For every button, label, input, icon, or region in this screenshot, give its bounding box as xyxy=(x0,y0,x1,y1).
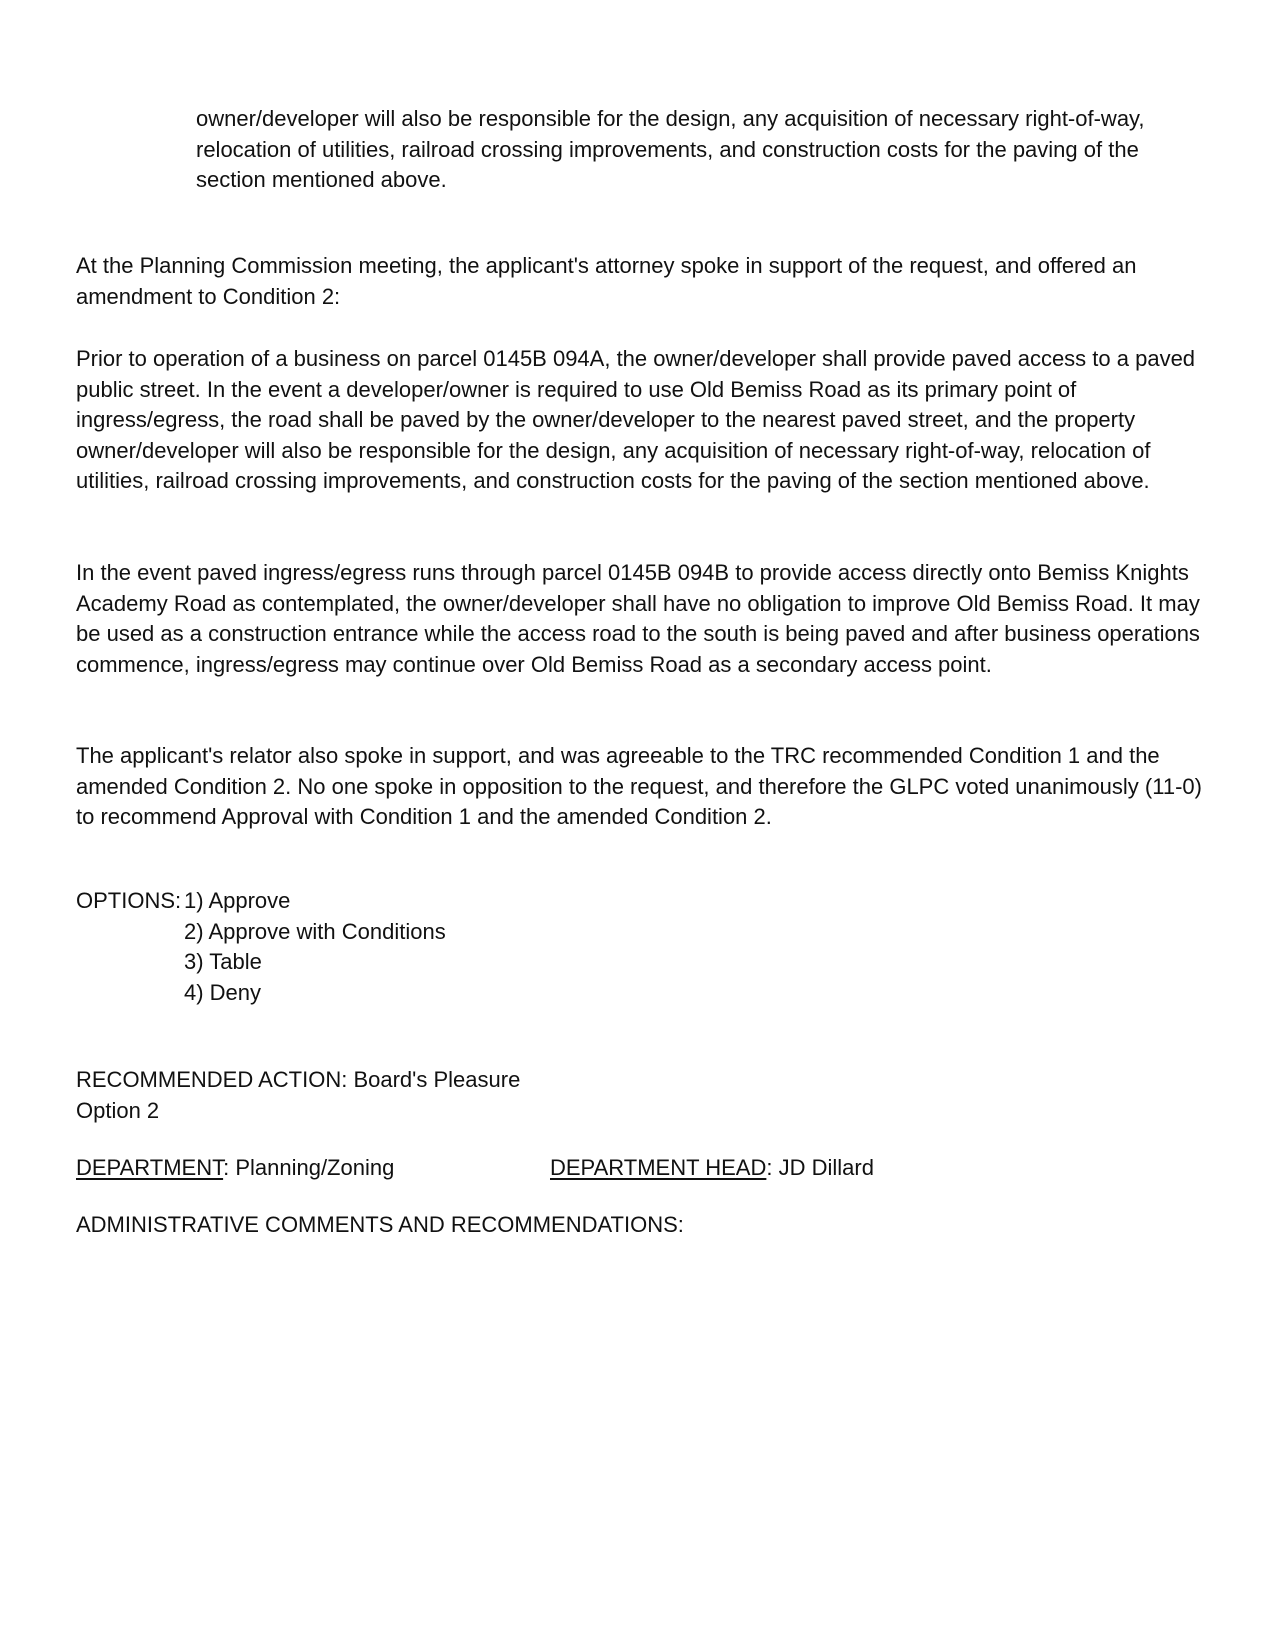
options-row xyxy=(76,947,776,978)
department-head-value: : JD Dillard xyxy=(766,1155,874,1180)
department-value: : Planning/Zoning xyxy=(223,1155,395,1180)
options-label: OPTIONS: xyxy=(76,888,182,913)
options-row xyxy=(76,978,776,1009)
realtor-paragraph: The applicant's relator also spoke in support, and was agreeable to the TRC recommended Condition 1 and the amended Condition 2. No one spoke in opposition to the request, and therefore the GLPC voted unanimously (11-0) to recommend Approval with Condition 1 and the amended Condition 2. xyxy=(76,743,1202,829)
option-item: 2) Approve with Conditions xyxy=(184,918,446,944)
recommended-action-line: RECOMMENDED ACTION: Board's Pleasure xyxy=(76,1067,521,1092)
option-item: 1) Approve xyxy=(184,888,291,913)
department-head-label: DEPARTMENT HEAD xyxy=(550,1155,767,1180)
options-label-spacer xyxy=(76,978,184,1009)
administrative-comments-heading: ADMINISTRATIVE COMMENTS AND RECOMMENDATIONS: xyxy=(76,1212,684,1237)
ingress-egress-paragraph: In the event paved ingress/egress runs through parcel 0145B 094B to provide access directly onto Bemiss Knights Academy Road as contemplated, the owner/developer shall have no obligation to improve Old Bemiss Road. It may be used as a construction entrance while the access road to the south is being paved and after business operations commence, ingress/egress may continue over Old Bemiss Road as a secondary access point. xyxy=(76,560,1200,677)
attorney-paragraph: At the Planning Commission meeting, the applicant's attorney spoke in support of the request, and offered an amendment to Condition 2: xyxy=(76,253,1137,309)
department-head-field xyxy=(550,1153,874,1184)
options-row xyxy=(76,886,776,917)
options-section xyxy=(76,886,776,1008)
department-row xyxy=(76,1153,1176,1184)
condition-continuation-text: owner/developer will also be responsible for the design, any acquisition of necessary right-of-way, relocation of utilities, railroad crossing improvements, and construction costs for the paving of the section mentioned above. xyxy=(196,106,1145,192)
recommended-option-line: Option 2 xyxy=(76,1097,160,1123)
amended-condition-paragraph: Prior to operation of a business on parcel 0145B 094A, the owner/developer shall provide paved access to a paved public street. In the event a developer/owner is required to use Old Bemiss Road as its primary point of ingress/egress, the road shall be paved by the owner/developer to the nearest paved street, and the property owner/developer will also be responsible for the design, any acquisition of necessary right-of-way, relocation of utilities, railroad crossing improvements, and construction costs for the paving of the section mentioned above. xyxy=(76,346,1196,493)
department-label: DEPARTMENT xyxy=(76,1155,224,1180)
recommended-action-section xyxy=(76,1065,976,1126)
options-row xyxy=(76,917,776,948)
options-label-spacer xyxy=(76,947,184,978)
options-label-spacer xyxy=(76,917,184,948)
department-field xyxy=(76,1153,394,1184)
option-item: 4) Deny xyxy=(184,979,262,1005)
option-item: 3) Table xyxy=(184,949,262,974)
